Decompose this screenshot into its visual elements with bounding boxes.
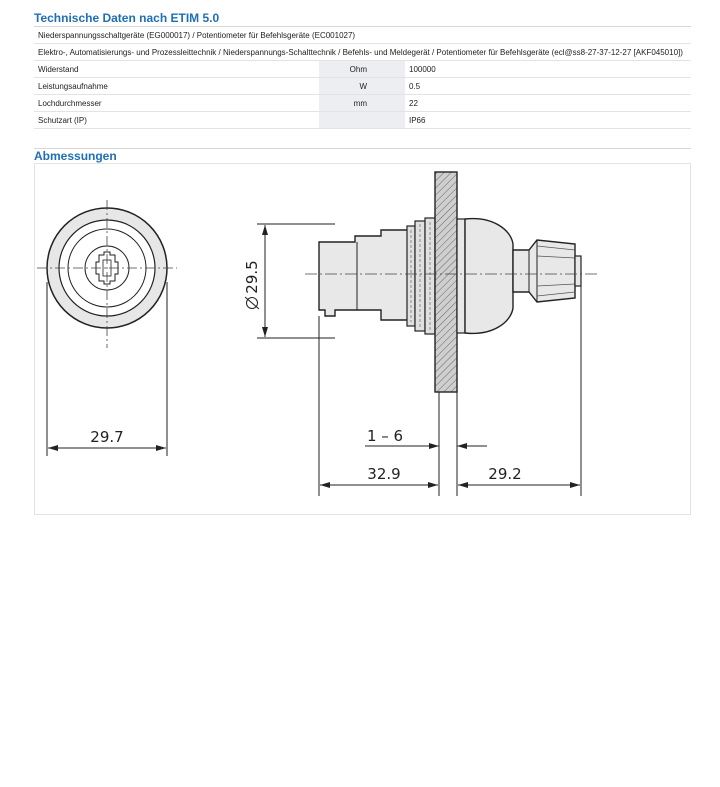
class-line: Niederspannungsschaltgeräte (EG000017) / Potentiometer für Befehlsgeräte (EC001027) <box>34 27 691 44</box>
tech-data-title: Technische Daten nach ETIM 5.0 <box>34 11 220 25</box>
table-row <box>34 112 691 129</box>
row-gap <box>371 61 405 78</box>
row-value: 22 <box>405 95 691 112</box>
drawing-svg <box>35 164 690 514</box>
row-unit: Ohm <box>319 61 371 78</box>
panel-thickness-label: 1 – 6 <box>366 427 404 445</box>
mounting-panel <box>435 172 457 392</box>
table-row <box>34 44 691 61</box>
row-value: IP66 <box>405 112 691 129</box>
dimensions-rule <box>34 148 691 149</box>
path-line: Elektro-, Automatisierungs- und Prozessleittechnik / Niederspannungs-Schalttechnik / Befehls- und Meldegerät / Potentiometer für Befehlsgeräte (ecl@ss8-27-37-12-27 [AKF045010]) <box>34 44 691 61</box>
row-name: Lochdurchmesser <box>34 95 319 112</box>
table-row <box>34 61 691 78</box>
dimensions-title: Abmessungen <box>34 149 117 163</box>
table-row <box>34 95 691 112</box>
table-row <box>34 78 691 95</box>
row-unit: W <box>319 78 371 95</box>
side-view <box>243 172 597 496</box>
row-name: Leistungsaufnahme <box>34 78 319 95</box>
diameter-slash <box>245 297 259 309</box>
bezel-flange <box>457 219 465 333</box>
dimension-drawing <box>34 163 691 515</box>
front-bezel <box>465 219 513 334</box>
row-unit: mm <box>319 95 371 112</box>
row-value: 100000 <box>405 61 691 78</box>
front-width-label: 29.7 <box>90 428 124 446</box>
front-view <box>37 200 177 456</box>
row-value: 0.5 <box>405 78 691 95</box>
front-length-label: 29.2 <box>488 465 522 483</box>
diameter-label: 29.5 <box>243 260 261 294</box>
row-gap <box>371 78 405 95</box>
row-gap <box>371 95 405 112</box>
rear-length-label: 32.9 <box>367 465 401 483</box>
row-gap <box>371 112 405 129</box>
row-unit <box>319 112 371 129</box>
knob-tip <box>575 256 581 286</box>
tech-data-table <box>34 27 691 129</box>
row-name: Widerstand <box>34 61 319 78</box>
nut-ring-3 <box>425 218 435 334</box>
table-row <box>34 27 691 44</box>
rear-body <box>319 230 413 320</box>
row-name: Schutzart (IP) <box>34 112 319 129</box>
diameter-label-group <box>243 260 261 309</box>
